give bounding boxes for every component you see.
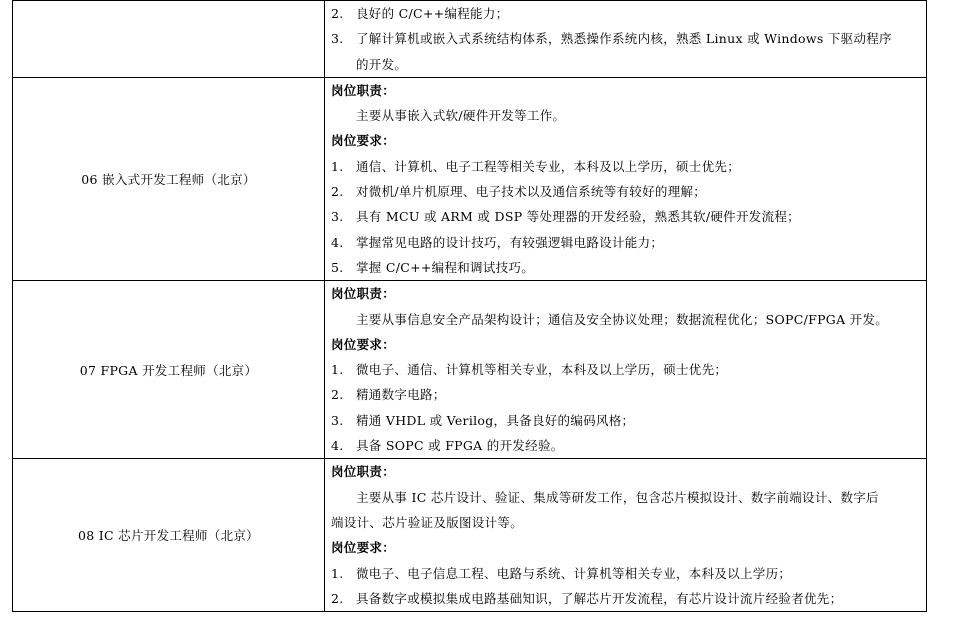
requirement-item: 2. 对微机/单片机原理、电子技术以及通信系统等有较好的理解； <box>331 184 707 200</box>
requirement-item: 2. 精通数字电路； <box>331 387 446 403</box>
duties-text-wrap: 端设计、芯片验证及版图设计等。 <box>331 514 524 530</box>
requirements-heading: 岗位要求： <box>331 336 396 352</box>
requirement-item: 2. 良好的 C/C++编程能力； <box>331 6 509 21</box>
job-title: 08 IC 芯片开发工程师（北京） <box>13 459 325 612</box>
requirement-item: 4. 掌握常见电路的设计技巧，有较强逻辑电路设计能力； <box>331 234 664 250</box>
detail-cell <box>325 281 927 459</box>
duties-heading: 岗位职责： <box>331 286 396 302</box>
table-row <box>13 77 927 280</box>
requirement-item: 1. 微电子、电子信息工程、电路与系统、计算机等相关专业，本科及以上学历； <box>331 565 792 581</box>
requirement-item-wrap: 的开发。 <box>356 56 408 72</box>
detail-cell <box>325 1 927 78</box>
requirement-item: 3. 具有 MCU 或 ARM 或 DSP 等处理器的开发经验，熟悉其软/硬件开发流程； <box>331 209 800 225</box>
requirement-item: 2. 具备数字或模拟集成电路基础知识，了解芯片开发流程，有芯片设计流片经验者优先； <box>331 590 843 606</box>
duties-text: 主要从事嵌入式软/硬件开发等工作。 <box>356 108 566 124</box>
requirement-item: 1. 微电子、通信、计算机等相关专业，本科及以上学历，硕士优先； <box>331 362 728 378</box>
requirements-heading: 岗位要求： <box>331 133 396 149</box>
detail-cell <box>325 77 927 280</box>
requirement-item: 4. 具备 SOPC 或 FPGA 的开发经验。 <box>331 438 564 454</box>
table-row <box>13 459 927 612</box>
job-title: 06 嵌入式开发工程师（北京） <box>13 77 325 280</box>
title-cell-empty <box>13 1 325 78</box>
duties-heading: 岗位职责： <box>331 82 396 98</box>
requirement-item: 3. 精通 VHDL 或 Verilog，具备良好的编码风格； <box>331 412 635 428</box>
requirement-item: 3. 了解计算机或嵌入式系统结构体系，熟悉操作系统内核，熟悉 Linux 或 Windows 下驱动程序 <box>331 31 892 47</box>
document-page <box>12 0 927 612</box>
detail-cell <box>325 459 927 612</box>
duties-text: 主要从事信息安全产品架构设计；通信及安全协议处理；数据流程优化；SOPC/FPGA 开发。 <box>356 311 889 327</box>
job-title: 07 FPGA 开发工程师（北京） <box>13 281 325 459</box>
requirement-item: 1. 通信、计算机、电子工程等相关专业，本科及以上学历，硕士优先； <box>331 158 741 174</box>
requirements-heading: 岗位要求： <box>331 540 396 556</box>
table-row <box>13 281 927 459</box>
requirement-item: 5. 掌握 C/C++编程和调试技巧。 <box>331 259 535 275</box>
duties-heading: 岗位职责： <box>331 464 396 480</box>
table-row <box>13 1 927 78</box>
job-table <box>12 0 927 612</box>
duties-text: 主要从事 IC 芯片设计、验证、集成等研发工作，包含芯片模拟设计、数字前端设计、数字后 <box>356 489 879 505</box>
